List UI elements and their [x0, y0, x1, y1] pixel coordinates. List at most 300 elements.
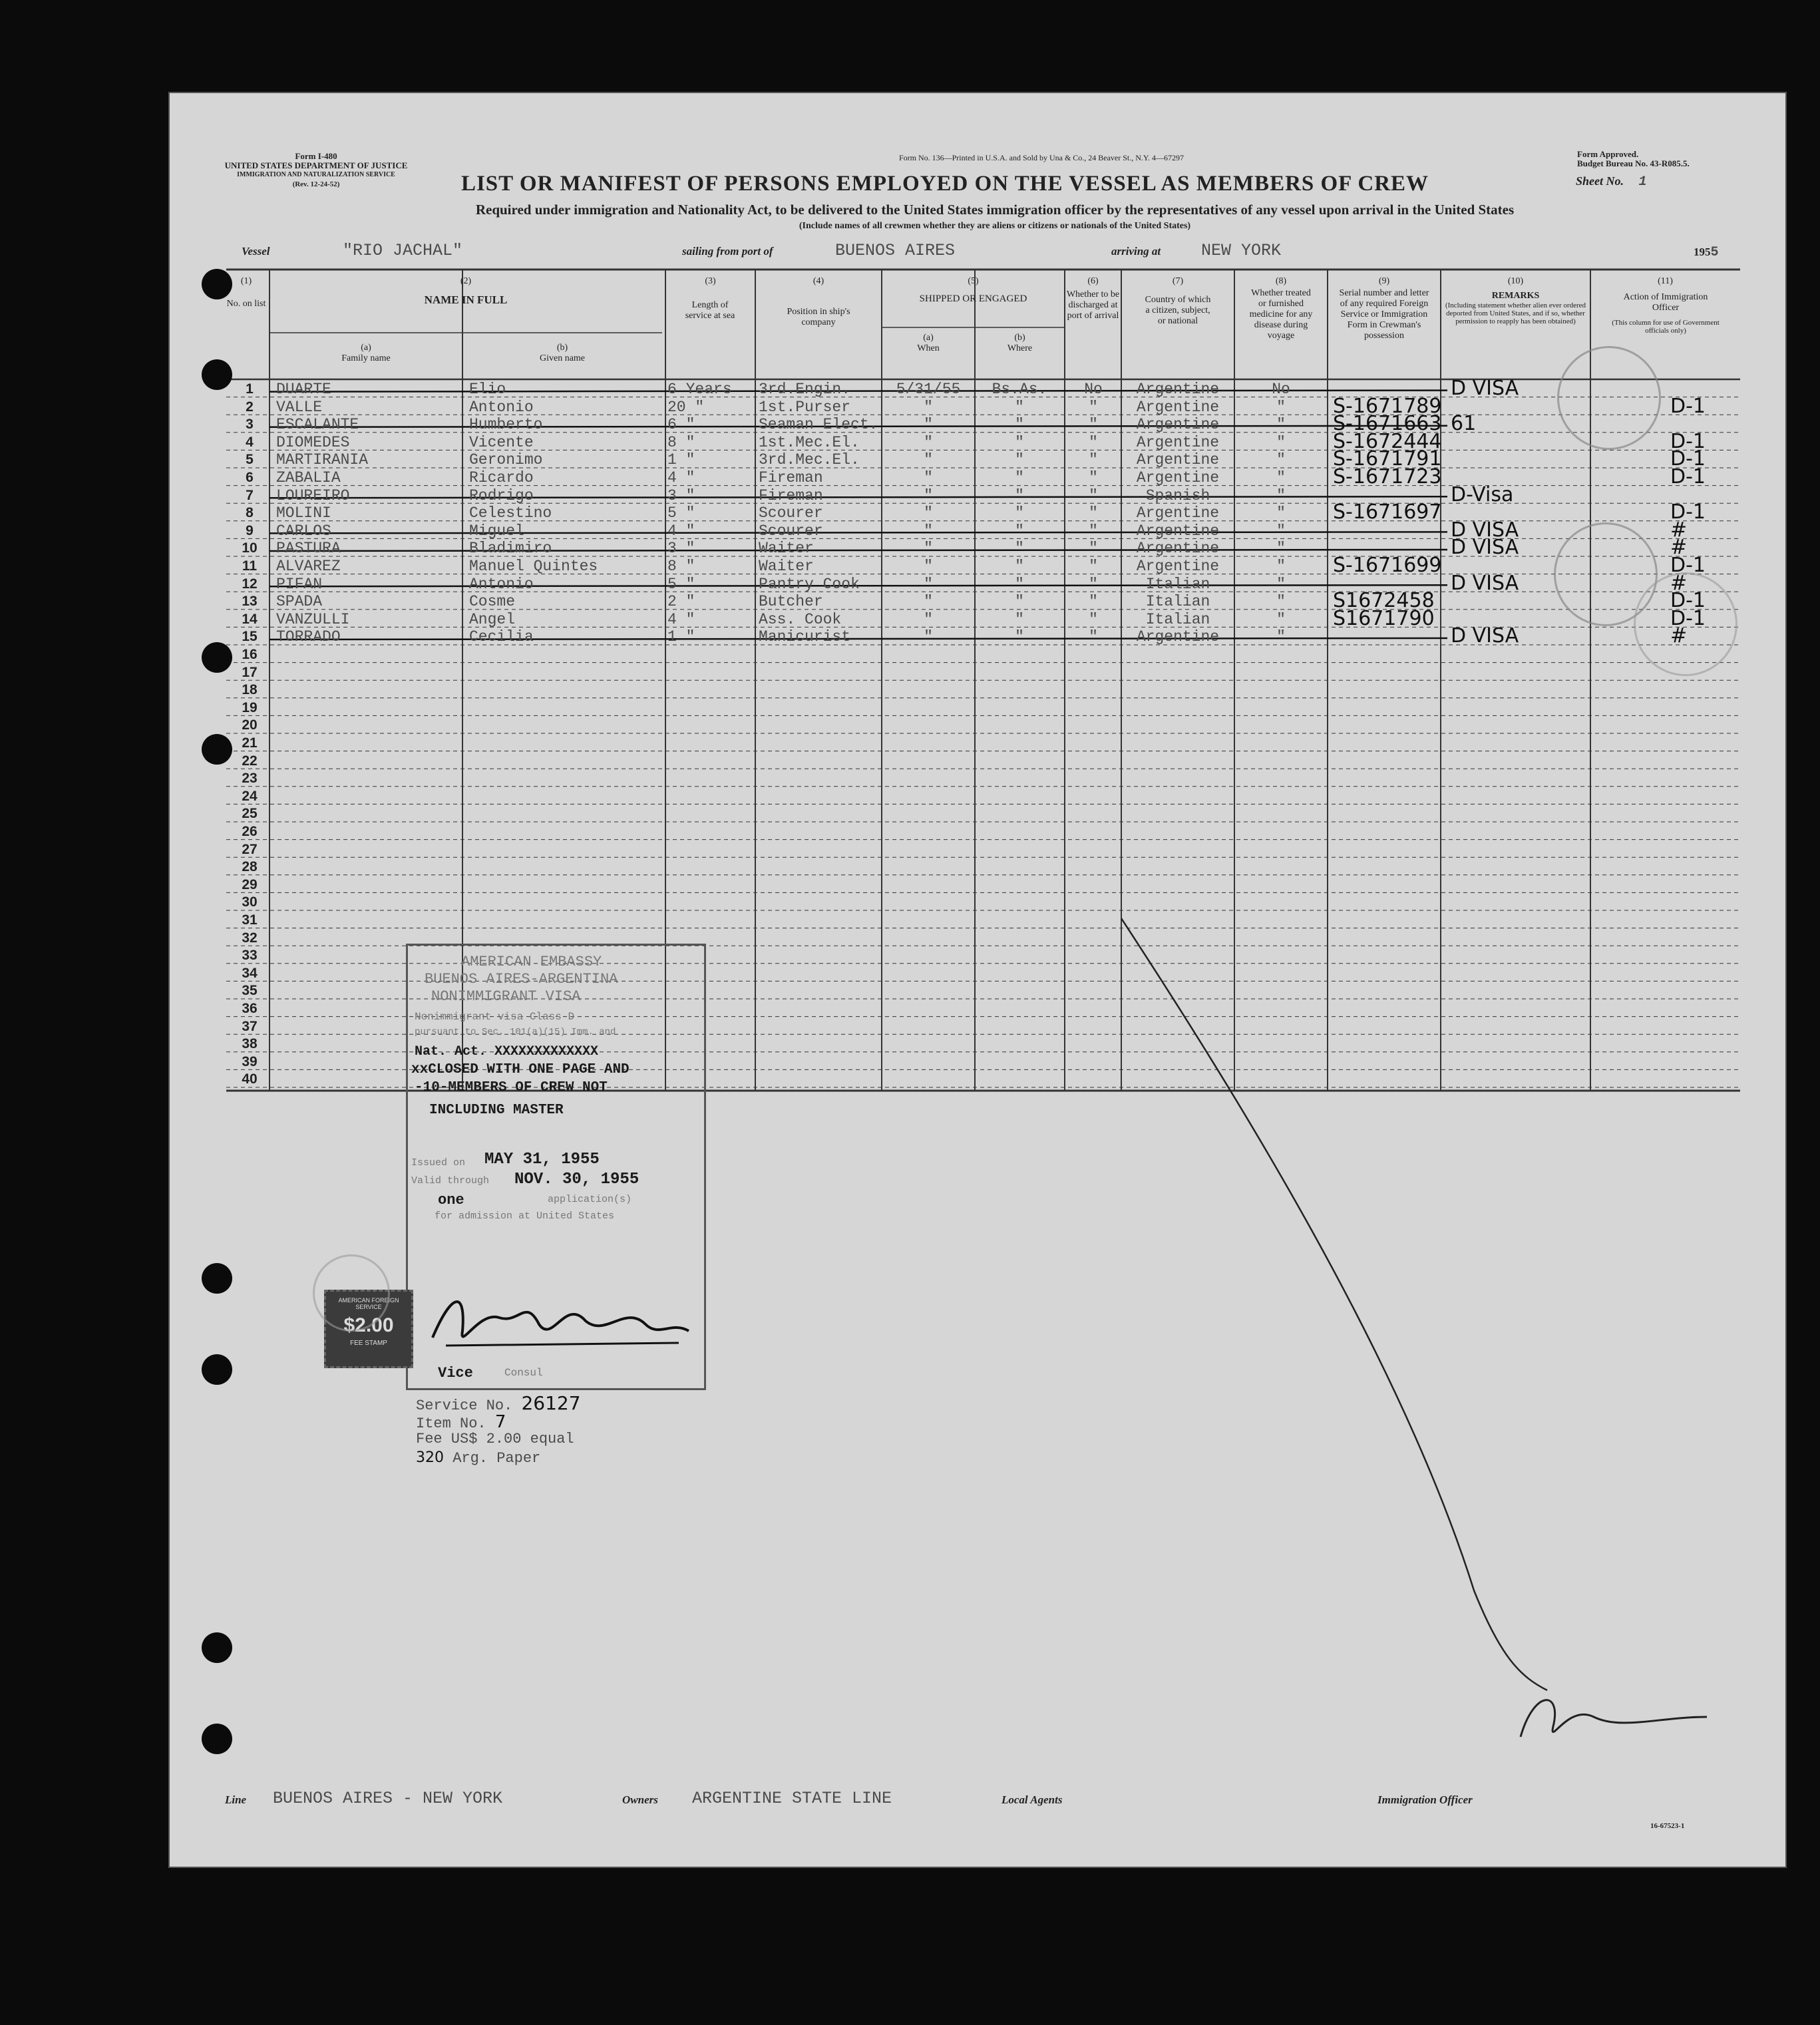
header-c6-num: (6): [1087, 276, 1099, 286]
crew-position: Waiter: [759, 540, 814, 558]
crew-discharged: ": [1089, 540, 1098, 558]
crew-service: 1 ": [667, 628, 695, 646]
owners-label: Owners: [622, 1793, 658, 1806]
crew-given: Vicente: [469, 433, 534, 451]
crew-family: MOLINI: [276, 504, 331, 522]
crew-country: Argentine: [1136, 628, 1220, 646]
crew-where: ": [1015, 558, 1024, 575]
agents-label: Local Agents: [1001, 1793, 1063, 1806]
sheet-value: 1: [1638, 174, 1647, 190]
header-c5b-num: (b): [1014, 333, 1025, 343]
crew-serial: S-1672444: [1333, 429, 1442, 453]
crew-discharged: ": [1089, 469, 1098, 486]
crew-given: Rodrigo: [469, 486, 534, 504]
crew-where: ": [1015, 593, 1024, 611]
crew-country: Argentine: [1136, 469, 1220, 486]
crew-action: #: [1670, 536, 1688, 560]
crew-when: ": [924, 522, 933, 540]
crew-given: Humberto: [469, 416, 543, 434]
header-c2a-num: (a): [361, 343, 371, 353]
header-c10-num: (10): [1507, 276, 1524, 286]
crew-serial: S-1671697: [1333, 500, 1442, 524]
stamp-consul: Consul: [504, 1367, 543, 1379]
row-number: 11: [242, 558, 258, 574]
header-c4-num: (4): [813, 276, 824, 286]
header-c6-label: Whether to be discharged at port of arrival: [1066, 289, 1120, 321]
crew-country: Argentine: [1136, 451, 1220, 469]
item-no: 7: [494, 1412, 506, 1432]
crew-action: D-1: [1670, 554, 1706, 577]
crew-medicine: ": [1276, 522, 1286, 540]
punch-hole: [202, 1263, 232, 1294]
crew-country: Spanish: [1145, 486, 1210, 504]
row-number: 9: [246, 522, 254, 538]
crew-serial: S-1671663: [1333, 412, 1442, 436]
header-c2-label: NAME IN FULL: [424, 293, 508, 306]
crew-family: ESCALANTE: [276, 416, 359, 434]
header-c1-num: (1): [240, 276, 252, 286]
crew-given: Geronimo: [469, 451, 543, 469]
crew-where: ": [1015, 628, 1024, 646]
punch-hole: [202, 269, 232, 299]
stamp-closed: xxCLOSED WITH ONE PAGE AND: [411, 1062, 630, 1077]
row-number: 2: [246, 399, 254, 415]
paper-label: Arg. Paper: [453, 1450, 541, 1467]
row-number: 10: [242, 540, 258, 556]
crew-country: Argentine: [1136, 433, 1220, 451]
crew-when: ": [924, 398, 933, 416]
year-prefix: 195: [1694, 246, 1711, 258]
crew-family: ZABALIA: [276, 469, 341, 486]
crew-family: DIOMEDES: [276, 433, 350, 451]
row-number: 32: [242, 930, 258, 946]
crew-where: ": [1015, 575, 1024, 593]
crew-given: Miguel: [469, 522, 524, 540]
officer-label: Immigration Officer: [1377, 1793, 1473, 1806]
crew-remarks: D VISA: [1451, 377, 1519, 400]
crew-medicine: ": [1276, 469, 1286, 486]
paper-amount: 320: [416, 1449, 444, 1466]
row-number: 7: [246, 487, 254, 503]
crew-serial: S-1671699: [1333, 554, 1442, 577]
header-c2-num: (2): [460, 276, 472, 286]
crew-action: D-1: [1670, 429, 1706, 453]
crew-remarks: D VISA: [1451, 536, 1519, 560]
stamp-admission: for admission at United States: [435, 1210, 615, 1222]
stamp-issued: MAY 31, 1955: [484, 1151, 600, 1169]
header-c7-label: Country of which a citizen, subject, or national: [1145, 295, 1211, 326]
revision: (Rev. 12-24-52): [292, 180, 340, 188]
crew-discharged: ": [1089, 628, 1098, 646]
header-c9-num: (9): [1378, 276, 1390, 286]
row-number: 16: [242, 647, 258, 662]
header-c2b-num: (b): [556, 343, 568, 353]
crew-medicine: ": [1276, 486, 1286, 504]
header-c5-num: (5): [968, 276, 979, 286]
fee-stamp-bottom: FEE STAMP: [350, 1340, 387, 1347]
crew-service: 3 ": [667, 540, 695, 558]
crew-position: Scourer: [759, 504, 823, 522]
crew-family: SPADA: [276, 593, 323, 611]
crew-position: 3rd.Mec.El.: [759, 451, 860, 469]
crew-action: D-1: [1670, 447, 1706, 471]
crew-country: Argentine: [1136, 540, 1220, 558]
crew-when: ": [924, 469, 933, 486]
crew-when: ": [924, 504, 933, 522]
crew-family: PIFAN: [276, 575, 323, 593]
include-note: (Include names of all crewmen whether they are aliens or citizens or nationals of the United States): [799, 221, 1191, 231]
crew-country: Argentine: [1136, 558, 1220, 575]
crew-when: ": [924, 451, 933, 469]
printer-note: Form No. 136—Printed in U.S.A. and Sold by Una & Co., 24 Beaver St., N.Y. 4—67297: [898, 153, 1184, 162]
crew-given: Cosme: [469, 593, 516, 611]
crew-medicine: ": [1276, 593, 1286, 611]
item-no-label: Item No.: [416, 1415, 486, 1432]
header-c9-label: Serial number and letter of any required Foreign Service or Immigration Form in Crewman's possession: [1339, 288, 1429, 341]
row-number: 15: [242, 629, 258, 645]
service-no: 26127: [521, 1392, 581, 1414]
crew-serial: S1671790: [1333, 606, 1435, 630]
stamp-valid-label: Valid through: [411, 1175, 490, 1187]
crew-given: Cecilia: [469, 628, 534, 646]
crew-action: #: [1670, 518, 1688, 542]
header-c4-label: Position in ship's company: [787, 307, 850, 327]
crew-given: Antonio: [469, 575, 534, 593]
header-c11-note: (This column for use of Government officials only): [1612, 319, 1720, 335]
crew-where: ": [1015, 416, 1024, 434]
crew-country: Argentine: [1136, 416, 1220, 434]
row-number: 19: [242, 699, 258, 715]
crew-medicine: ": [1276, 433, 1286, 451]
row-number: 12: [242, 576, 258, 592]
crew-discharged: ": [1089, 451, 1098, 469]
crew-family: DUARTE: [276, 381, 331, 398]
crew-where: ": [1015, 522, 1024, 540]
crew-serial: S-1671723: [1333, 465, 1442, 488]
punch-hole: [202, 734, 232, 765]
manifest-sheet: [170, 93, 1785, 1867]
vessel-label: Vessel: [242, 245, 270, 258]
header-c7-num: (7): [1172, 276, 1184, 286]
crew-where: ": [1015, 451, 1024, 469]
punch-hole: [202, 1354, 232, 1385]
stamp-embassy: AMERICAN EMBASSY: [461, 954, 602, 970]
crew-discharged: ": [1089, 504, 1098, 522]
crew-discharged: ": [1089, 575, 1098, 593]
stamp-vice: Vice: [438, 1365, 473, 1381]
line-label: Line: [225, 1793, 247, 1806]
crew-position: Waiter: [759, 558, 814, 575]
crew-remarks: 61: [1451, 412, 1477, 436]
crew-given: Celestino: [469, 504, 552, 522]
crew-when: ": [924, 593, 933, 611]
crew-where: Bs.As.: [992, 381, 1047, 398]
crew-action: D-1: [1670, 606, 1706, 630]
crew-when: 5/31/55: [896, 381, 961, 398]
crew-country: Italian: [1145, 575, 1210, 593]
crew-medicine: ": [1276, 628, 1286, 646]
crew-discharged: No: [1084, 381, 1103, 398]
crew-position: 3rd.Engin.: [759, 381, 851, 398]
crew-where: ": [1015, 540, 1024, 558]
row-number: 24: [242, 788, 258, 804]
stamp-valid: NOV. 30, 1955: [514, 1171, 639, 1189]
row-number: 1: [246, 381, 254, 397]
crew-discharged: ": [1089, 558, 1098, 575]
crew-service: 4 ": [667, 469, 695, 486]
stamp-applications: one: [438, 1192, 464, 1208]
header-c5b-label: Where: [1007, 343, 1033, 353]
crew-position: Manicurist: [759, 628, 851, 646]
crew-where: ": [1015, 504, 1024, 522]
row-number: 30: [242, 894, 258, 910]
crew-discharged: ": [1089, 486, 1098, 504]
stamp-issued-label: Issued on: [411, 1157, 466, 1169]
crew-action: D-1: [1670, 589, 1706, 613]
fee-stamp-value: $2.00: [343, 1314, 394, 1336]
header-c5a-num: (a): [923, 333, 934, 343]
crew-medicine: No: [1272, 381, 1290, 398]
crew-country: Argentine: [1136, 504, 1220, 522]
row-number: 29: [242, 876, 258, 892]
row-number: 22: [242, 753, 258, 769]
header-c2a-label: Family name: [341, 353, 391, 363]
crew-service: 1 ": [667, 451, 695, 469]
service-no-label: Service No.: [416, 1397, 513, 1414]
crew-when: ": [924, 486, 933, 504]
crew-country: Italian: [1145, 593, 1210, 611]
crew-family: ALVAREZ: [276, 558, 341, 575]
punch-hole: [202, 642, 232, 673]
row-number: 4: [246, 434, 254, 450]
crew-family: VALLE: [276, 398, 323, 416]
crew-when: ": [924, 540, 933, 558]
row-number: 13: [242, 594, 258, 610]
crew-position: 1st.Purser: [759, 398, 851, 416]
crew-discharged: ": [1089, 610, 1098, 628]
handwritten-marks: [170, 93, 1785, 1867]
stamp-visa-type: NONIMMIGRANT VISA: [431, 988, 581, 1005]
crew-medicine: ": [1276, 575, 1286, 593]
header-c1-label: No. on list: [226, 299, 266, 309]
crew-medicine: ": [1276, 504, 1286, 522]
crew-family: LOUREIRO: [276, 486, 350, 504]
row-number: 31: [242, 912, 258, 928]
stamp-appl-label: application(s): [548, 1194, 632, 1205]
row-number: 39: [242, 1053, 258, 1069]
row-number: 28: [242, 859, 258, 875]
crew-action: D-1: [1670, 500, 1706, 524]
crew-position: Scourer: [759, 522, 823, 540]
crew-family: TORRADO: [276, 628, 341, 646]
subtitle: Required under immigration and Nationality Act, to be delivered to the United States immigration officer by the representatives of any vessel upon arrival in the United States: [475, 202, 1515, 218]
crew-position: Seaman Elect.: [759, 416, 878, 434]
crew-where: ": [1015, 469, 1024, 486]
crew-where: ": [1015, 486, 1024, 504]
header-c10-note: (Including statement whether alien ever ordered deported from United States, and if so, whether permission to reapply has been obtained): [1445, 301, 1586, 325]
department: UNITED STATES DEPARTMENT OF JUSTICE: [224, 160, 408, 170]
crew-serial: S-1671789: [1333, 394, 1442, 418]
crew-when: ": [924, 433, 933, 451]
crew-given: Antonio: [469, 398, 534, 416]
crew-country: Argentine: [1136, 398, 1220, 416]
header-c10-label: REMARKS: [1491, 291, 1540, 301]
crew-action: D-1: [1670, 465, 1706, 488]
crew-where: ": [1015, 433, 1024, 451]
crew-where: ": [1015, 398, 1024, 416]
crew-remarks: D VISA: [1451, 571, 1519, 595]
crew-given: Manuel Quintes: [469, 558, 598, 575]
crew-medicine: ": [1276, 540, 1286, 558]
crew-discharged: ": [1089, 398, 1098, 416]
crew-service: 6 Years: [667, 381, 732, 398]
crew-given: Bladimiro: [469, 540, 552, 558]
crew-position: Pantry Cook: [759, 575, 860, 593]
vessel-name: "RIO JACHAL": [343, 241, 463, 260]
crew-service: 5 ": [667, 575, 695, 593]
sailing-port: BUENOS AIRES: [835, 241, 956, 260]
stamp-pursuant: pursuant to Sec. 101(a)(15) Imm. and: [415, 1027, 616, 1037]
crew-family: MARTIRANIA: [276, 451, 369, 469]
header-c8-num: (8): [1275, 276, 1287, 286]
row-number: 21: [242, 735, 258, 751]
service-name: IMMIGRATION AND NATURALIZATION SERVICE: [237, 171, 395, 178]
stamp-members: -10-MEMBERS OF CREW NOT: [415, 1080, 608, 1095]
crew-when: ": [924, 610, 933, 628]
crew-medicine: ": [1276, 398, 1286, 416]
crew-discharged: ": [1089, 433, 1098, 451]
stamp-city: BUENOS AIRES-ARGENTINA: [425, 971, 618, 988]
row-number: 35: [242, 983, 258, 999]
crew-service: 8 ": [667, 433, 695, 451]
crew-position: Fireman: [759, 469, 823, 486]
crew-action: #: [1670, 571, 1688, 595]
crew-medicine: ": [1276, 451, 1286, 469]
crew-serial: S1672458: [1333, 589, 1435, 613]
row-number: 8: [246, 505, 254, 521]
stamp-master: INCLUDING MASTER: [429, 1103, 564, 1118]
row-number: 26: [242, 824, 258, 839]
crew-action: #: [1670, 624, 1688, 648]
crew-country: Italian: [1145, 610, 1210, 628]
row-number: 5: [246, 452, 254, 468]
year-suffix: 5: [1710, 245, 1719, 260]
crew-country: Argentine: [1136, 381, 1220, 398]
row-number: 23: [242, 771, 258, 787]
header-c11-num: (11): [1658, 276, 1673, 286]
fee-stamp-top: AMERICAN FOREIGN SERVICE: [338, 1297, 399, 1310]
row-number: 33: [242, 948, 258, 964]
row-number: 36: [242, 1001, 258, 1016]
crew-when: ": [924, 575, 933, 593]
crew-discharged: ": [1089, 416, 1098, 434]
crew-remarks: D-Visa: [1451, 482, 1514, 506]
row-number: 18: [242, 682, 258, 698]
punch-hole: [202, 359, 232, 390]
crew-service: 5 ": [667, 504, 695, 522]
row-number: 40: [242, 1071, 258, 1087]
line-value: BUENOS AIRES - NEW YORK: [273, 1789, 503, 1808]
header-c3-num: (3): [705, 276, 716, 286]
crew-family: VANZULLI: [276, 610, 350, 628]
crew-given: Ricardo: [469, 469, 534, 486]
row-number: 6: [246, 470, 254, 485]
crew-family: PASTURA: [276, 540, 341, 558]
crew-where: ": [1015, 610, 1024, 628]
crew-country: Argentine: [1136, 522, 1220, 540]
crew-position: Ass. Cook: [759, 610, 842, 628]
header-c5a-label: When: [917, 343, 940, 353]
crew-medicine: ": [1276, 416, 1286, 434]
punch-hole: [202, 1632, 232, 1663]
crew-given: Angel: [469, 610, 516, 628]
row-number: 38: [242, 1036, 258, 1052]
crew-medicine: ": [1276, 558, 1286, 575]
crew-discharged: ": [1089, 522, 1098, 540]
stamp-act: Nat. Act. XXXXXXXXXXXXX: [415, 1044, 599, 1059]
budget-bureau: Budget Bureau No. 43-R085.5.: [1577, 158, 1690, 168]
crew-service: 2 ": [667, 593, 695, 611]
row-number: 37: [242, 1018, 258, 1034]
header-c11-label: Action of Immigration Officer: [1623, 292, 1708, 313]
crew-service: 20 ": [667, 398, 705, 416]
header-c8-label: Whether treated or furnished medicine for any disease during voyage: [1249, 288, 1313, 341]
stamp-class: Nonimmigrant visa Class D: [415, 1011, 575, 1023]
row-number: 34: [242, 965, 258, 981]
crew-discharged: ": [1089, 593, 1098, 611]
row-number: 25: [242, 806, 258, 822]
crew-position: Butcher: [759, 593, 823, 611]
arriving-label: arriving at: [1111, 245, 1161, 258]
crew-action: D-1: [1670, 394, 1706, 418]
crew-when: ": [924, 628, 933, 646]
row-number: 14: [242, 611, 258, 627]
crew-service: 8 ": [667, 558, 695, 575]
crew-remarks: D VISA: [1451, 518, 1519, 542]
crew-service: 4 ": [667, 610, 695, 628]
crew-family: CARLOS: [276, 522, 331, 540]
row-number: 20: [242, 717, 258, 733]
fee-line: Fee US$ 2.00 equal: [416, 1431, 574, 1447]
crew-position: 1st.Mec.El.: [759, 433, 860, 451]
crew-service: 3 ": [667, 486, 695, 504]
form-id: Form I-480: [295, 151, 337, 161]
page-title: LIST OR MANIFEST OF PERSONS EMPLOYED ON THE VESSEL AS MEMBERS OF CREW: [460, 172, 1429, 196]
header-c3-label: Length of service at sea: [685, 300, 735, 321]
sailing-label: sailing from port of: [682, 245, 773, 258]
crew-serial: S-1671791: [1333, 447, 1442, 471]
form-approved: Form Approved.: [1577, 149, 1639, 159]
row-number: 27: [242, 841, 258, 857]
header-c2b-label: Given name: [539, 353, 586, 363]
crew-service: 4 ": [667, 522, 695, 540]
crew-service: 6 ": [667, 416, 695, 434]
row-number: 17: [242, 664, 258, 680]
header-c5-label: SHIPPED OR ENGAGED: [919, 293, 1027, 304]
row-number: 3: [246, 417, 254, 433]
crew-remarks: D VISA: [1451, 624, 1519, 648]
crew-when: ": [924, 558, 933, 575]
form-code: 16-67523-1: [1650, 1822, 1685, 1830]
crew-medicine: ": [1276, 610, 1286, 628]
owners-value: ARGENTINE STATE LINE: [692, 1789, 892, 1808]
crew-when: ": [924, 416, 933, 434]
sheet-label: Sheet No.: [1576, 174, 1624, 188]
punch-hole: [202, 1724, 232, 1754]
crew-position: Fireman: [759, 486, 823, 504]
crew-given: Elio: [469, 381, 506, 398]
arriving-port: NEW YORK: [1201, 241, 1282, 260]
